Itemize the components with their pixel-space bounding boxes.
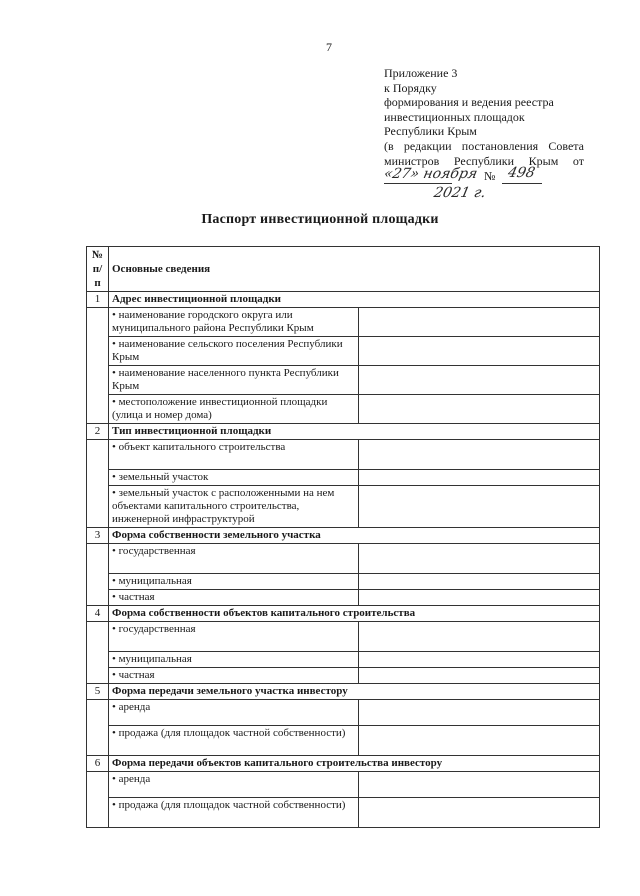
appendix-line: министров Республики Крым от — [384, 153, 584, 168]
section-row — [87, 292, 600, 308]
appendix-line: Республики Крым — [384, 124, 477, 139]
item-row — [87, 308, 600, 337]
number-spacer-cell — [87, 440, 109, 528]
item-row — [87, 798, 600, 828]
item-row — [87, 337, 600, 366]
item-value-cell[interactable] — [359, 590, 600, 606]
item-label: • наименование городского округа или муниципального района Республики Крым — [109, 308, 359, 337]
item-value-cell[interactable] — [359, 574, 600, 590]
item-value-cell[interactable] — [359, 772, 600, 798]
page-number: 7 — [326, 40, 332, 54]
item-value-cell[interactable] — [359, 486, 600, 528]
item-value-cell[interactable] — [359, 798, 600, 828]
item-row — [87, 486, 600, 528]
handwritten-date: «27» ноября — [382, 166, 479, 183]
item-label: • продажа (для площадок частной собственности) — [109, 726, 359, 756]
section-title: Форма собственности объектов капитального строительства — [109, 606, 600, 622]
item-value-cell[interactable] — [359, 395, 600, 424]
section-row — [87, 756, 600, 772]
section-title: Тип инвестиционной площадки — [109, 424, 600, 440]
section-number: 3 — [87, 528, 109, 544]
item-label: • аренда — [109, 772, 359, 798]
number-spacer-cell — [87, 700, 109, 756]
handwritten-year-line — [384, 186, 584, 202]
appendix-line: к Порядку — [384, 80, 437, 95]
item-value-cell[interactable] — [359, 622, 600, 652]
number-sign: № — [484, 169, 496, 184]
item-row — [87, 470, 600, 486]
passport-table — [86, 246, 600, 828]
item-value-cell[interactable] — [359, 652, 600, 668]
section-number: 2 — [87, 424, 109, 440]
handwritten-year: 2021 г. — [432, 185, 488, 202]
section-title: Адрес инвестиционной площадки — [109, 292, 600, 308]
item-label: • наименование населенного пункта Республики Крым — [109, 366, 359, 395]
section-row — [87, 528, 600, 544]
item-label: • государственная — [109, 622, 359, 652]
item-row — [87, 590, 600, 606]
item-value-cell[interactable] — [359, 700, 600, 726]
item-row — [87, 726, 600, 756]
section-row — [87, 424, 600, 440]
appendix-line: формирования и ведения реестра — [384, 95, 554, 110]
item-row — [87, 395, 600, 424]
item-label: • частная — [109, 590, 359, 606]
item-label: • государственная — [109, 544, 359, 574]
section-number: 1 — [87, 292, 109, 308]
item-label: • муниципальная — [109, 652, 359, 668]
section-row — [87, 684, 600, 700]
section-number: 6 — [87, 756, 109, 772]
appendix-line: Приложение 3 — [384, 66, 458, 80]
number-spacer-cell — [87, 622, 109, 684]
item-row — [87, 574, 600, 590]
header-num-cell: № п/п — [87, 247, 109, 292]
item-row — [87, 668, 600, 684]
item-row — [87, 700, 600, 726]
item-label: • земельный участок с расположенными на нем объектами капитального строительства, инженерной инфраструктурой — [109, 486, 359, 528]
item-row — [87, 440, 600, 470]
item-label: • частная — [109, 668, 359, 684]
document-title: Паспорт инвестиционной площадки — [201, 212, 439, 227]
item-row — [87, 544, 600, 574]
section-row — [87, 606, 600, 622]
item-value-cell[interactable] — [359, 366, 600, 395]
table-header-row — [87, 247, 600, 292]
item-label: • наименование сельского поселения Республики Крым — [109, 337, 359, 366]
appendix-block — [384, 66, 584, 202]
header-name-cell: Основные сведения — [109, 247, 600, 292]
item-value-cell[interactable] — [359, 726, 600, 756]
number-spacer-cell — [87, 544, 109, 606]
item-value-cell[interactable] — [359, 470, 600, 486]
item-row — [87, 366, 600, 395]
appendix-line: (в редакции постановления Совета — [384, 138, 584, 153]
number-underline — [502, 183, 542, 184]
item-label: • продажа (для площадок частной собственности) — [109, 798, 359, 828]
appendix-line: инвестиционных площадок — [384, 109, 525, 124]
item-row — [87, 622, 600, 652]
item-value-cell[interactable] — [359, 668, 600, 684]
number-spacer-cell — [87, 308, 109, 424]
item-value-cell[interactable] — [359, 308, 600, 337]
item-label: • объект капитального строительства — [109, 440, 359, 470]
section-title: Форма собственности земельного участка — [109, 528, 600, 544]
item-value-cell[interactable] — [359, 544, 600, 574]
date-underline — [384, 183, 452, 184]
sections-body — [87, 292, 600, 828]
item-label: • местоположение инвестиционной площадки (улица и номер дома) — [109, 395, 359, 424]
item-label: • земельный участок — [109, 470, 359, 486]
section-number: 5 — [87, 684, 109, 700]
item-value-cell[interactable] — [359, 440, 600, 470]
item-label: • муниципальная — [109, 574, 359, 590]
item-label: • аренда — [109, 700, 359, 726]
number-spacer-cell — [87, 772, 109, 828]
section-number: 4 — [87, 606, 109, 622]
item-row — [87, 652, 600, 668]
handwritten-number: 498 — [506, 165, 537, 182]
section-title: Форма передачи объектов капитального строительства инвестору — [109, 756, 600, 772]
handwritten-date-line — [382, 165, 584, 185]
item-value-cell[interactable] — [359, 337, 600, 366]
section-title: Форма передачи земельного участка инвестору — [109, 684, 600, 700]
item-row — [87, 772, 600, 798]
